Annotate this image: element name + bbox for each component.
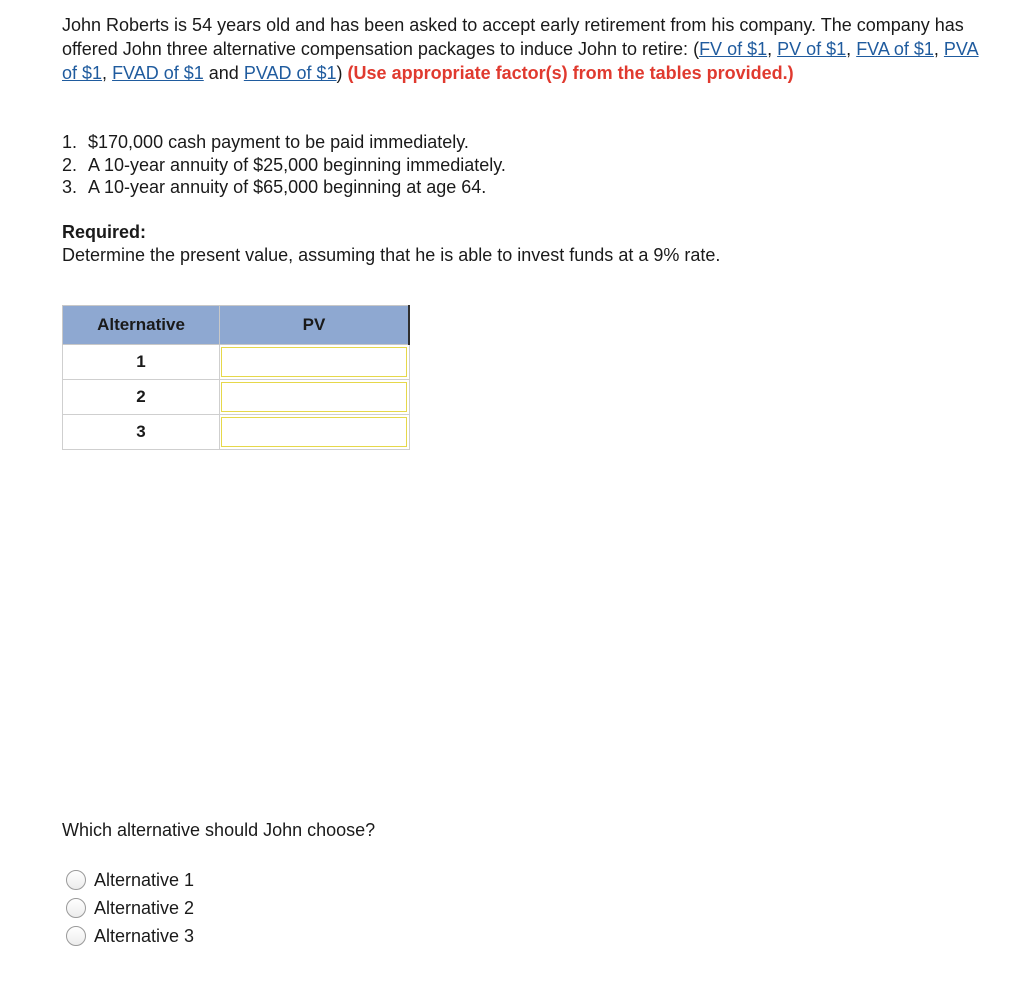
pv-input-3[interactable]: [221, 417, 407, 447]
link-fva-of-1[interactable]: FVA of $1: [856, 39, 934, 59]
required-label: Required:: [62, 222, 147, 242]
alternative-radio-group: [66, 866, 194, 950]
list-text: $170,000 cash payment to be paid immediately.: [88, 132, 469, 152]
list-text: A 10-year annuity of $65,000 beginning at age 64.: [88, 177, 487, 197]
pv-input-2[interactable]: [221, 382, 407, 412]
pv-cell: [220, 345, 410, 380]
intro-text: John Roberts is 54 years old and has been asked to accept early retirement from his company. The company has offered John three alternative compensation packages to induce John to retire: (: [62, 15, 964, 59]
radio-option-1[interactable]: [66, 866, 194, 894]
radio-button-2[interactable]: [66, 898, 86, 918]
link-fv-of-1[interactable]: FV of $1: [699, 39, 768, 59]
link-pvad-of-1[interactable]: PVAD of $1: [243, 63, 337, 83]
link-fvad-of-1[interactable]: FVAD of $1: [112, 63, 204, 83]
radio-button-1[interactable]: [66, 870, 86, 890]
list-number: 2.: [62, 154, 78, 175]
header-pv: PV: [220, 306, 410, 345]
list-number: 3.: [62, 177, 78, 197]
list-text: A 10-year annuity of $25,000 beginning immediately.: [88, 154, 506, 175]
alternative-cell: 1: [63, 345, 220, 380]
separator: ,: [102, 63, 113, 83]
question-intro: [62, 13, 987, 85]
pv-table: [62, 305, 410, 450]
radio-option-2[interactable]: [66, 894, 194, 922]
radio-label-3: Alternative 3: [94, 925, 195, 946]
link-pva-of-1[interactable]: PVA of $1: [62, 39, 979, 83]
separator: ,: [846, 39, 857, 59]
required-text: Determine the present value, assuming that he is able to invest funds at a 9% rate.: [62, 245, 721, 265]
separator: ,: [767, 39, 778, 59]
radio-label-2: Alternative 2: [94, 897, 195, 918]
required-section: [62, 221, 720, 267]
link-pv-of-1[interactable]: PV of $1: [777, 39, 847, 59]
list-item: [62, 154, 506, 177]
table-header-row: [63, 306, 410, 345]
alternatives-list: [62, 131, 506, 199]
list-number: 1.: [62, 132, 78, 152]
radio-label-1: Alternative 1: [94, 869, 195, 890]
pv-input-1[interactable]: [221, 347, 407, 377]
radio-button-3[interactable]: [66, 926, 86, 946]
separator: and: [203, 63, 244, 83]
alternative-cell: 2: [63, 380, 220, 415]
list-item: [62, 131, 506, 154]
table-row: [63, 380, 410, 415]
list-item: [62, 176, 506, 199]
header-alternative: Alternative: [63, 306, 220, 345]
table-row: [63, 415, 410, 450]
table-row: [63, 345, 410, 380]
separator: ): [336, 63, 348, 83]
pv-cell: [220, 415, 410, 450]
separator: ,: [933, 39, 944, 59]
radio-option-3[interactable]: [66, 922, 194, 950]
instruction-text: (Use appropriate factor(s) from the tables provided.): [347, 63, 794, 83]
pv-cell: [220, 380, 410, 415]
alternative-cell: 3: [63, 415, 220, 450]
choice-question: Which alternative should John choose?: [62, 820, 376, 840]
